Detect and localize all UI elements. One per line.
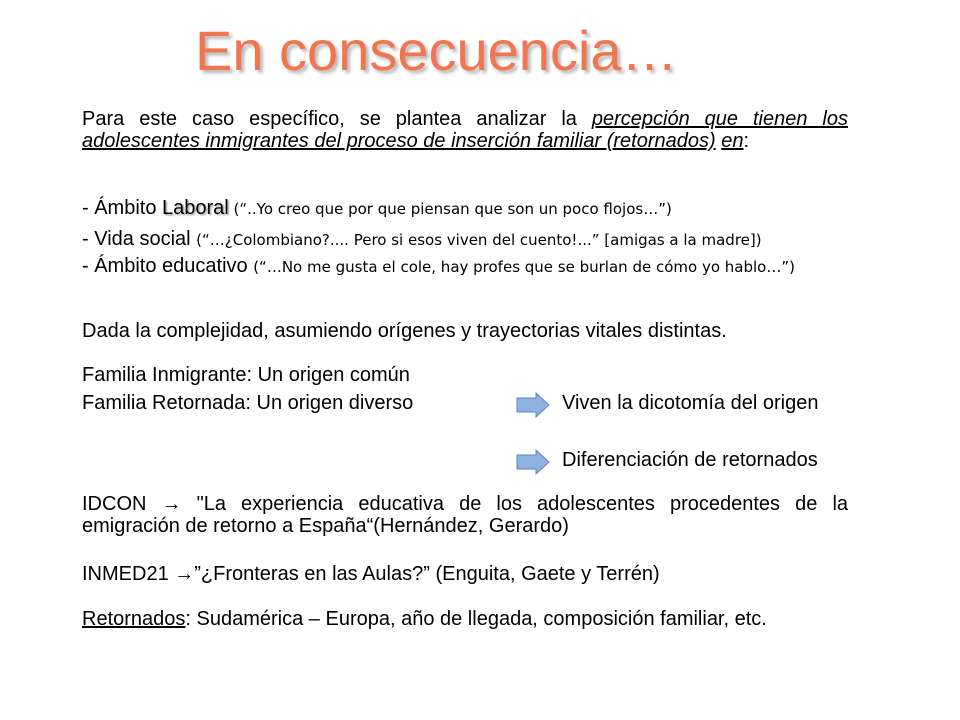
arrow-right-icon: → — [161, 493, 182, 515]
intro-paragraph — [82, 108, 848, 152]
familia-retornada: Familia Retornada: Un origen diverso — [82, 392, 414, 414]
item-laboral-quote: (“..Yo creo que por que piensan que son un poco flojos…”) — [228, 200, 672, 218]
right-arrow-icon — [516, 392, 550, 418]
arrow-right-icon: → — [174, 563, 195, 585]
item-laboral-highlight: Laboral — [162, 197, 229, 219]
item-laboral-prefix: - Ámbito — [82, 197, 163, 219]
familia-inmigrante: Familia Inmigrante: Un origen común — [82, 364, 410, 386]
intro-tail-colon: : — [743, 130, 750, 152]
diferenciacion-retornados: Diferenciación de retornados — [562, 449, 818, 471]
slide-title: En consecuencia… — [195, 19, 678, 82]
item-vida-social-quote: (“…¿Colombiano?.... Pero si esos viven del cuento!...” [amigas a la madre]) — [196, 231, 762, 249]
retornados-paragraph — [82, 608, 848, 630]
intro-tail-en: en — [721, 130, 744, 152]
complexity-paragraph: Dada la complejidad, asumiendo orígenes y trayectorias vitales distintas. — [82, 320, 727, 342]
retornados-text: : Sudamérica – Europa, año de llegada, composición familiar, etc. — [185, 608, 767, 630]
inmed-paragraph — [82, 563, 660, 586]
item-educativo-quote: (“…No me gusta el cole, hay profes que se burlan de cómo yo hablo…”) — [253, 258, 795, 276]
retornados-label: Retornados — [82, 608, 186, 630]
intro-lead: Para este caso específico, se plantea analizar la — [82, 108, 592, 130]
item-laboral — [82, 197, 848, 220]
idcon-paragraph — [82, 493, 848, 537]
idcon-text: "La experiencia educativa de los adolescentes procedentes de la emigración de retorno a España“(Hernández, Gerardo) — [82, 493, 849, 537]
inmed-text: ”¿Fronteras en las Aulas?” (Enguita, Gaete y Terrén) — [194, 563, 660, 585]
right-arrow-icon — [516, 449, 550, 475]
item-vida-social-prefix: - Vida social — [82, 228, 197, 250]
idcon-label: IDCON — [82, 493, 162, 515]
item-educativo-prefix: - Ámbito educativo — [82, 255, 254, 277]
inmed-label: INMED21 — [82, 563, 175, 585]
viven-dicotomia: Viven la dicotomía del origen — [562, 392, 819, 414]
intro-underlined-phrase: percepción que tienen los adolescentes inmigrantes del proceso de inserción familiar (retornados) — [82, 108, 848, 152]
item-vida-social — [82, 228, 848, 251]
item-educativo — [82, 257, 848, 277]
